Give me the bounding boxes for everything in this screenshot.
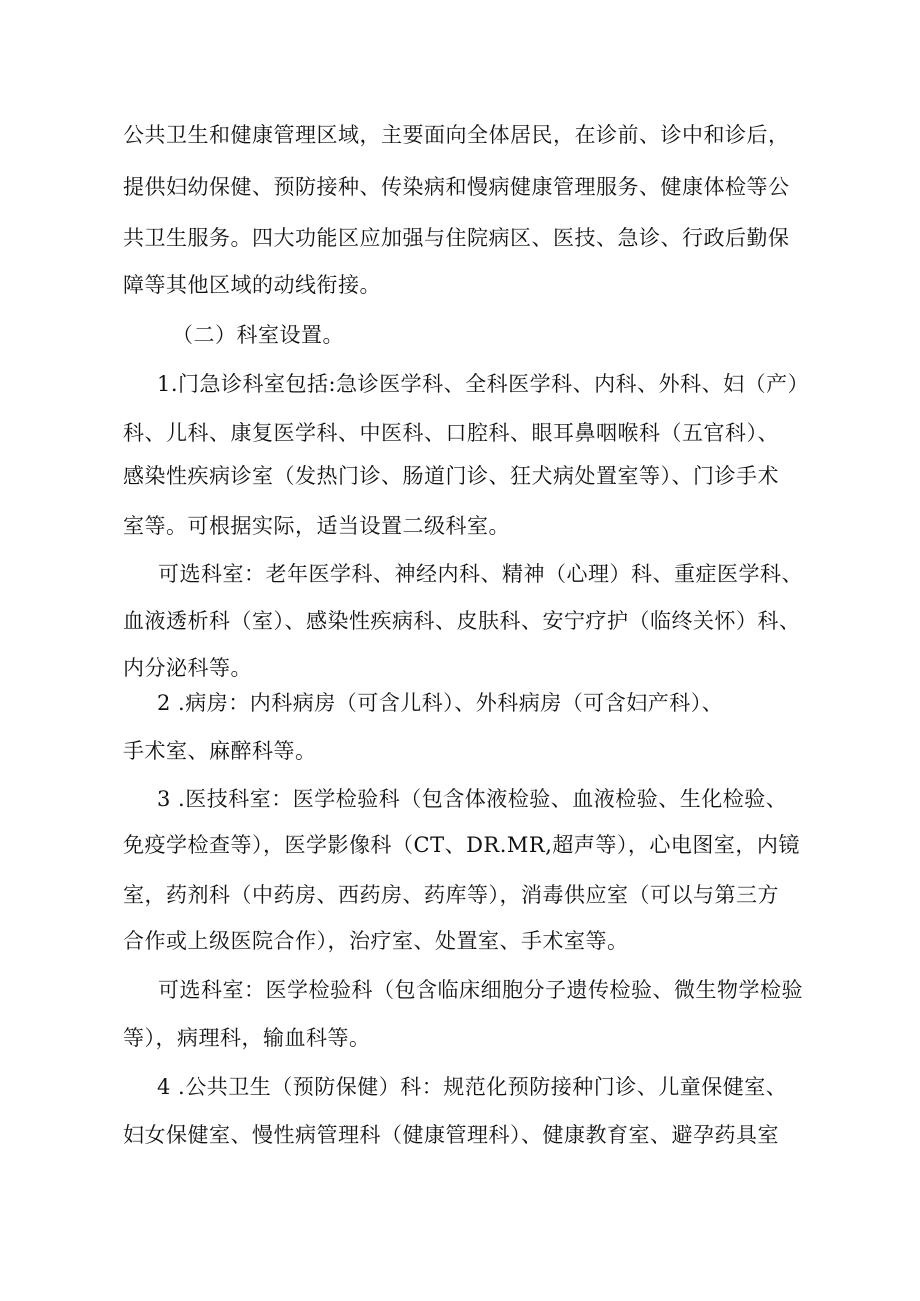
text-line: 科、儿科、康复医学科、中医科、口腔科、眼耳鼻咽喉科（五官科）、	[123, 421, 779, 445]
text-line: 妇女保健室、慢性病管理科（健康管理科）、健康教育室、避孕药具室	[123, 1123, 779, 1147]
text-line: 4 .公共卫生（预防保健）科：规范化预防接种门诊、儿童保健室、	[157, 1075, 788, 1099]
text-line: 等），病理科，输血科等。	[123, 1026, 371, 1050]
text-line: 内分泌科等。	[123, 656, 252, 680]
text-line: 手术室、麻醉科等。	[123, 739, 317, 763]
text-line: 室等。可根据实际，适当设置二级科室。	[123, 514, 510, 538]
text-line: 3 .医技科室：医学检验科（包含体液检验、血液检验、生化检验、	[157, 787, 788, 811]
text-line: 可选科室：医学检验科（包含临床细胞分子遗传检验、微生物学检验	[158, 978, 803, 1002]
text-line: 可选科室：老年医学科、神经内科、精神（心理）科、重症医学科、	[158, 562, 803, 586]
text-line: 1.门急诊科室包括:急诊医学科、全科医学科、内科、外科、妇（产）	[157, 372, 810, 396]
text-line: 障等其他区域的动线衔接。	[123, 273, 381, 297]
text-line: 血液透析科（室）、感染性疾病科、皮肤科、安宁疗护（临终关怀）科、	[123, 609, 801, 633]
text-line: 提供妇幼保健、预防接种、传染病和慢病健康管理服务、健康体检等公	[123, 175, 790, 199]
text-line: 2 .病房：内科病房（可含儿科）、外科病房（可含妇产科）、	[157, 691, 724, 715]
text-line: 室，药剂科（中药房、西药房、药库等），消毒供应室（可以与第三方	[123, 883, 779, 907]
text-line: 免疫学检查等），医学影像科（CT、DR.MR,超声等），心电图室，内镜	[123, 833, 800, 857]
text-line: 感染性疾病诊室（发热门诊、肠道门诊、狂犬病处置室等）、门诊手术	[123, 464, 779, 488]
text-line: 合作或上级医院合作），治疗室、处置室、手术室等。	[123, 929, 629, 953]
text-line: 共卫生服务。四大功能区应加强与住院病区、医技、急诊、行政后勤保	[123, 226, 790, 250]
section-heading: （二）科室设置。	[172, 323, 344, 347]
text-line: 公共卫生和健康管理区域，主要面向全体居民，在诊前、诊中和诊后，	[123, 123, 790, 147]
